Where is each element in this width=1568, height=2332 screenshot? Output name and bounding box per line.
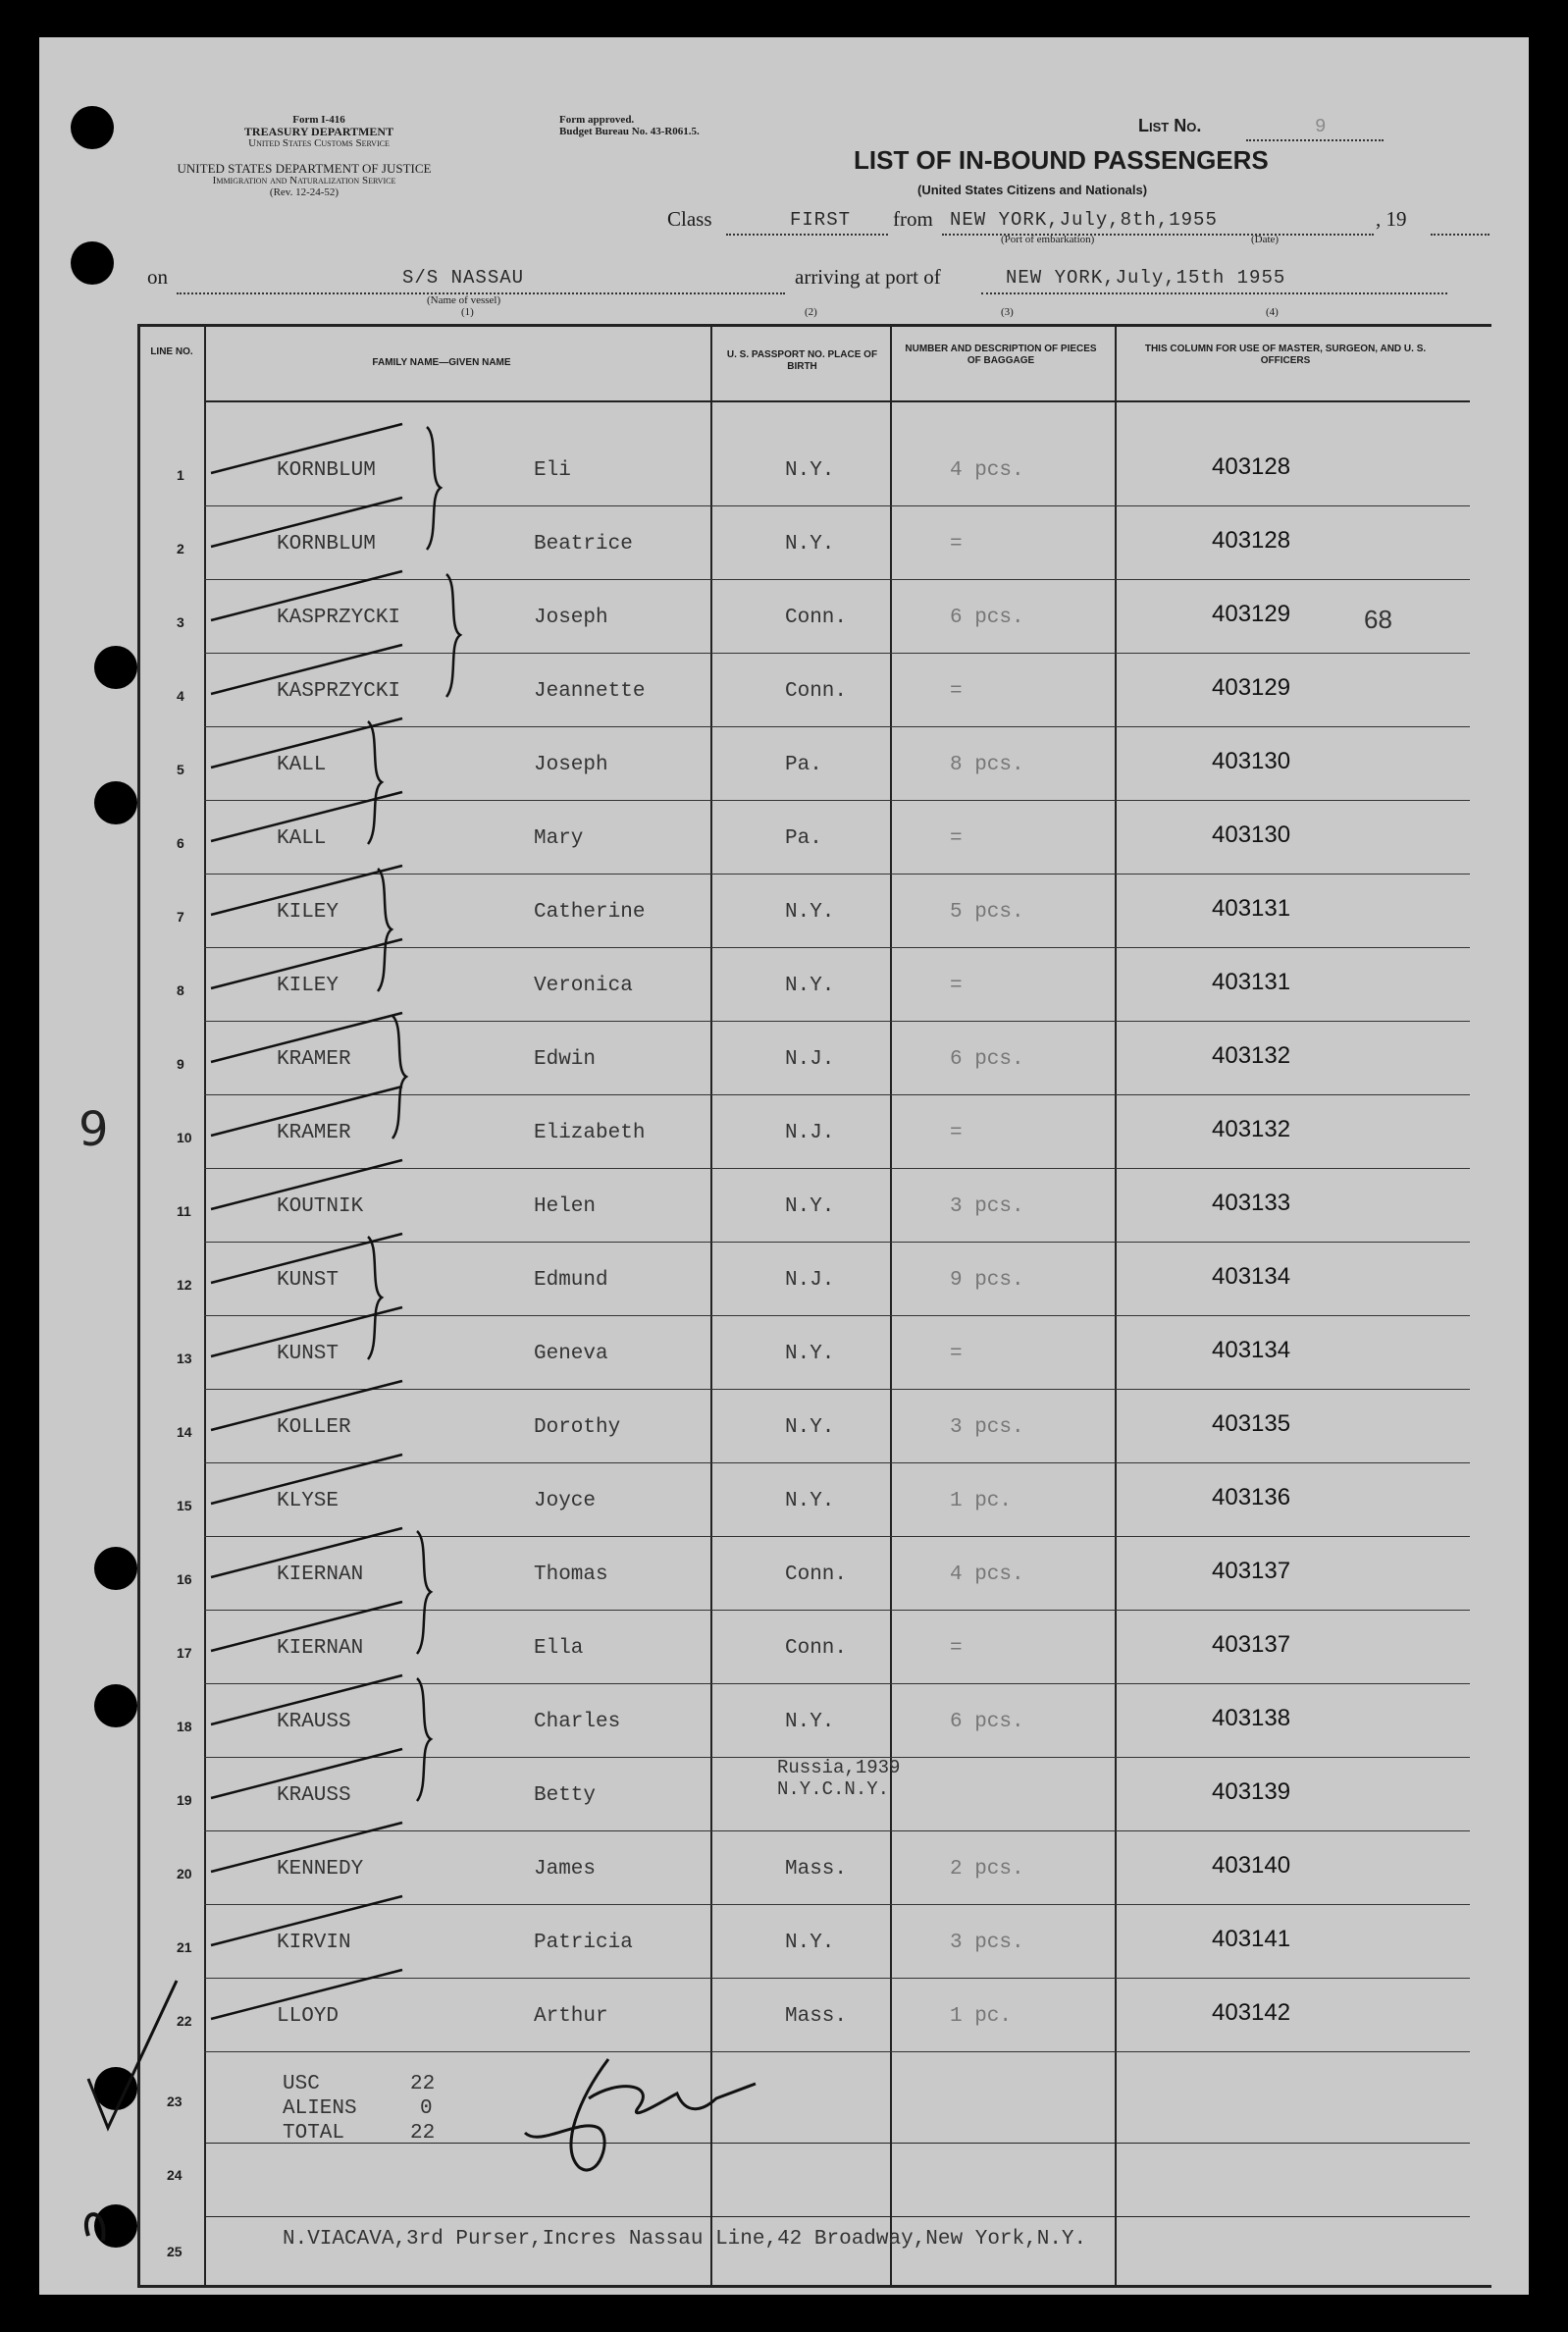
line-number: 17 xyxy=(177,1645,192,1661)
family-name: KIERNAN xyxy=(277,1637,364,1660)
family-name: KILEY xyxy=(277,901,340,924)
revision-label: (Rev. 12-24-52) xyxy=(269,186,340,198)
baggage: = xyxy=(950,827,963,850)
baggage: 3 pcs. xyxy=(950,1416,1024,1439)
given-name: Edmund xyxy=(534,1269,608,1292)
line-number: 12 xyxy=(177,1277,192,1293)
officer-number: 403137 xyxy=(1212,1558,1291,1584)
family-name: KIRVIN xyxy=(277,1932,351,1954)
check-stroke xyxy=(211,1086,402,1136)
baggage: = xyxy=(950,975,963,997)
officer-number: 403135 xyxy=(1212,1410,1291,1437)
family-brace xyxy=(417,1678,431,1801)
place-of-birth: Pa. xyxy=(785,754,822,776)
family-name: KUNST xyxy=(277,1269,340,1292)
list-no-label: List No. xyxy=(1138,116,1202,135)
baggage: 1 pc. xyxy=(950,1490,1013,1512)
side-note-68: 68 xyxy=(1364,605,1392,634)
line-number: 1 xyxy=(177,467,184,483)
place-of-birth: Mass. xyxy=(785,2005,848,2028)
baggage: 3 pcs. xyxy=(950,1932,1024,1954)
family-name: KIERNAN xyxy=(277,1564,364,1586)
family-name: KRAMER xyxy=(277,1122,351,1144)
place-of-birth: Conn. xyxy=(785,1564,848,1586)
check-stroke xyxy=(211,1160,402,1209)
check-stroke xyxy=(211,866,402,915)
line-number: 18 xyxy=(177,1719,192,1734)
page-title: LIST OF IN-BOUND PASSENGERS xyxy=(854,145,1269,175)
family-name: KRAMER xyxy=(277,1048,351,1071)
line-number: 5 xyxy=(177,762,184,777)
line-number: 9 xyxy=(177,1056,184,1072)
given-name: Elizabeth xyxy=(534,1122,646,1144)
place-of-birth: N.Y. xyxy=(785,1195,835,1218)
line-number-23: 23 xyxy=(167,2094,183,2109)
line-number: 4 xyxy=(177,688,184,704)
form-approved: Form approved. xyxy=(559,114,635,126)
place-of-birth: Pa. xyxy=(785,827,822,850)
place-of-birth: N.J. xyxy=(785,1269,835,1292)
family-name: KOLLER xyxy=(277,1416,351,1439)
place-of-birth: N.Y. xyxy=(785,533,835,556)
place-of-birth: N.J. xyxy=(785,1048,835,1071)
given-name: Patricia xyxy=(534,1932,633,1954)
class-label: Class xyxy=(667,207,712,231)
family-name: KOUTNIK xyxy=(277,1195,364,1218)
officer-number: 403130 xyxy=(1212,822,1291,848)
check-stroke xyxy=(211,1381,402,1430)
family-name: LLOYD xyxy=(277,2005,340,2028)
usc-label: USC xyxy=(283,2073,320,2095)
check-stroke xyxy=(211,939,402,988)
line-number: 3 xyxy=(177,614,184,630)
given-name: Thomas xyxy=(534,1564,608,1586)
place-of-birth: N.J. xyxy=(785,1122,835,1144)
year-suffix: , 19 xyxy=(1376,207,1407,231)
family-brace xyxy=(368,1237,382,1359)
baggage: 1 pc. xyxy=(950,2005,1013,2028)
place-of-birth: N.Y. xyxy=(785,1711,835,1733)
officer-number: 403138 xyxy=(1212,1705,1291,1731)
check-stroke xyxy=(211,1013,402,1062)
officer-number: 403140 xyxy=(1212,1852,1291,1879)
given-name: Dorothy xyxy=(534,1416,621,1439)
line-number: 16 xyxy=(177,1571,192,1587)
class-value: FIRST xyxy=(790,209,852,231)
family-name: KRAUSS xyxy=(277,1711,351,1733)
usc-value: 22 xyxy=(410,2073,436,2095)
vessel-caption: (Name of vessel) xyxy=(427,294,501,306)
given-name: Catherine xyxy=(534,901,646,924)
given-name: Joseph xyxy=(534,607,608,629)
date-caption: (Date) xyxy=(1251,234,1280,245)
baggage: = xyxy=(950,533,963,556)
aliens-value: 0 xyxy=(420,2097,433,2120)
officer-number: 403131 xyxy=(1212,969,1291,995)
given-name: Helen xyxy=(534,1195,597,1218)
check-stroke xyxy=(211,1455,402,1504)
margin-check-mark xyxy=(69,1961,186,2285)
given-name: Beatrice xyxy=(534,533,633,556)
baggage: = xyxy=(950,680,963,703)
baggage: = xyxy=(950,1343,963,1365)
family-brace xyxy=(368,721,382,844)
check-stroke xyxy=(211,645,402,694)
on-label: on xyxy=(147,265,168,289)
family-name: KORNBLUM xyxy=(277,459,376,482)
family-name: KENNEDY xyxy=(277,1858,364,1881)
baggage: 6 pcs. xyxy=(950,1048,1024,1071)
arriving-label: arriving at port of xyxy=(795,265,941,289)
col-header-officers: THIS COLUMN FOR USE OF MASTER, SURGEON, AND U. S. OFFICERS xyxy=(1144,344,1427,366)
family-name: KALL xyxy=(277,827,327,850)
place-of-birth: N.Y. xyxy=(785,901,835,924)
baggage: 4 pcs. xyxy=(950,1564,1024,1586)
check-stroke xyxy=(211,424,402,473)
family-name: KLYSE xyxy=(277,1490,340,1512)
total-value: 22 xyxy=(410,2122,436,2145)
line-number: 14 xyxy=(177,1424,192,1440)
given-name: James xyxy=(534,1858,597,1881)
treasury-label: TREASURY DEPARTMENT xyxy=(243,125,394,138)
list-no-value: 9 xyxy=(1315,116,1328,137)
baggage: 6 pcs. xyxy=(950,607,1024,629)
check-stroke xyxy=(211,498,402,547)
line-number: 10 xyxy=(177,1130,192,1145)
budget-bureau: Budget Bureau No. 43-R061.5. xyxy=(559,126,700,137)
officer-number: 403128 xyxy=(1212,527,1291,554)
officer-number: 403130 xyxy=(1212,748,1291,774)
totals-block xyxy=(283,2072,436,2146)
passenger-list-form xyxy=(39,37,1529,2295)
check-stroke xyxy=(211,1970,402,2019)
baggage: 8 pcs. xyxy=(950,754,1024,776)
officer-number: 403132 xyxy=(1212,1116,1291,1142)
given-name: Betty xyxy=(534,1784,597,1807)
line-number: 11 xyxy=(177,1203,191,1219)
justice-label: UNITED STATES DEPARTMENT OF JUSTICE xyxy=(177,161,432,176)
place-of-birth: N.Y. xyxy=(785,459,835,482)
given-name: Veronica xyxy=(534,975,633,997)
given-name: Geneva xyxy=(534,1343,608,1365)
vessel-col-num: (1) xyxy=(461,306,474,318)
col-3-num: (3) xyxy=(1001,306,1014,318)
place-of-birth: Conn. xyxy=(785,1637,848,1660)
officer-number: 403137 xyxy=(1212,1631,1291,1658)
family-name: KILEY xyxy=(277,975,340,997)
col-4-num: (4) xyxy=(1266,306,1279,318)
officer-number: 403134 xyxy=(1212,1337,1291,1363)
given-name: Joyce xyxy=(534,1490,597,1512)
col-header-line: LINE NO. xyxy=(150,346,193,357)
family-brace xyxy=(392,1016,406,1139)
family-name: KASPRZYCKI xyxy=(277,680,401,703)
total-label: TOTAL xyxy=(283,2122,345,2145)
port-caption: (Port of embarkation) xyxy=(1001,234,1095,245)
line-number: 13 xyxy=(177,1351,192,1366)
col-header-baggage: NUMBER AND DESCRIPTION OF PIECES OF BAGGAGE xyxy=(905,344,1097,366)
family-brace xyxy=(417,1531,431,1654)
officer-number: 403131 xyxy=(1212,895,1291,922)
place-of-birth: Russia,1939 N.Y.C.N.Y. xyxy=(777,1757,901,1800)
officer-number: 403142 xyxy=(1212,1999,1291,2026)
check-stroke xyxy=(211,1675,402,1724)
line-number: 20 xyxy=(177,1866,192,1882)
place-of-birth: Mass. xyxy=(785,1858,848,1881)
given-name: Charles xyxy=(534,1711,621,1733)
line-number: 6 xyxy=(177,835,184,851)
from-label: from xyxy=(893,207,933,231)
arriving-value: NEW YORK,July,15th 1955 xyxy=(1006,267,1286,289)
vessel-value: S/S NASSAU xyxy=(402,267,525,289)
given-name: Jeannette xyxy=(534,680,646,703)
officer-number: 403129 xyxy=(1212,601,1291,627)
place-of-birth: Conn. xyxy=(785,680,848,703)
family-name: KORNBLUM xyxy=(277,533,376,556)
page-subtitle: (United States Citizens and Nationals) xyxy=(917,183,1148,197)
family-name: KASPRZYCKI xyxy=(277,607,401,629)
check-stroke xyxy=(211,571,402,620)
line-number: 8 xyxy=(177,982,184,998)
baggage: 6 pcs. xyxy=(950,1711,1024,1733)
officer-number: 403132 xyxy=(1212,1042,1291,1069)
place-of-birth: N.Y. xyxy=(785,975,835,997)
line-number: 22 xyxy=(177,2013,192,2029)
given-name: Arthur xyxy=(534,2005,608,2028)
place-of-birth: Conn. xyxy=(785,607,848,629)
aliens-label: ALIENS xyxy=(283,2097,357,2120)
baggage: = xyxy=(950,1637,963,1660)
family-brace xyxy=(446,574,460,697)
from-value: NEW YORK,July,8th,1955 xyxy=(950,209,1218,231)
immigration-label: Immigration and Naturalization Service xyxy=(212,175,396,186)
check-stroke xyxy=(211,1528,402,1577)
given-name: Mary xyxy=(534,827,584,850)
margin-note-9: 9 xyxy=(78,1102,109,1157)
check-marks-overlay xyxy=(39,37,1529,2295)
place-of-birth: N.Y. xyxy=(785,1416,835,1439)
col-2-num: (2) xyxy=(805,306,817,318)
line-number: 19 xyxy=(177,1792,192,1808)
place-of-birth: N.Y. xyxy=(785,1343,835,1365)
customs-label: United States Customs Service xyxy=(248,137,390,149)
purser-info: N.VIACAVA,3rd Purser,Incres Nassau Line,42 Broadway,New York,N.Y. xyxy=(283,2228,1087,2251)
check-stroke xyxy=(211,1896,402,1945)
baggage: 4 pcs. xyxy=(950,459,1024,482)
family-name: KUNST xyxy=(277,1343,340,1365)
check-stroke xyxy=(211,1749,402,1798)
line-number: 7 xyxy=(177,909,184,925)
given-name: Ella xyxy=(534,1637,584,1660)
line-number: 21 xyxy=(177,1939,192,1955)
baggage: 3 pcs. xyxy=(950,1195,1024,1218)
baggage: = xyxy=(950,1122,963,1144)
col-header-name: FAMILY NAME—GIVEN NAME xyxy=(372,357,511,368)
place-of-birth: N.Y. xyxy=(785,1490,835,1512)
check-stroke xyxy=(211,1823,402,1872)
officer-number: 403134 xyxy=(1212,1263,1291,1290)
officer-number: 403136 xyxy=(1212,1484,1291,1510)
line-number: 2 xyxy=(177,541,184,556)
family-name: KRAUSS xyxy=(277,1784,351,1807)
baggage: 9 pcs. xyxy=(950,1269,1024,1292)
officer-number: 403128 xyxy=(1212,453,1291,480)
line-number-25: 25 xyxy=(167,2244,183,2259)
officer-number: 403139 xyxy=(1212,1778,1291,1805)
place-of-birth: N.Y. xyxy=(785,1932,835,1954)
purser-signature xyxy=(520,2040,775,2197)
baggage: 2 pcs. xyxy=(950,1858,1024,1881)
baggage: 5 pcs. xyxy=(950,901,1024,924)
col-header-passport: U. S. PASSPORT NO. PLACE OF BIRTH xyxy=(726,349,878,372)
family-name: KALL xyxy=(277,754,327,776)
given-name: Edwin xyxy=(534,1048,597,1071)
line-number-24: 24 xyxy=(167,2167,183,2183)
family-brace xyxy=(378,869,392,991)
officer-number: 403129 xyxy=(1212,674,1291,701)
check-stroke xyxy=(211,1602,402,1651)
officer-number: 403141 xyxy=(1212,1926,1291,1952)
officer-number: 403133 xyxy=(1212,1190,1291,1216)
given-name: Eli xyxy=(534,459,571,482)
given-name: Joseph xyxy=(534,754,608,776)
form-number: Form I-416 xyxy=(292,114,345,126)
line-number: 15 xyxy=(177,1498,192,1513)
family-brace xyxy=(427,427,441,550)
